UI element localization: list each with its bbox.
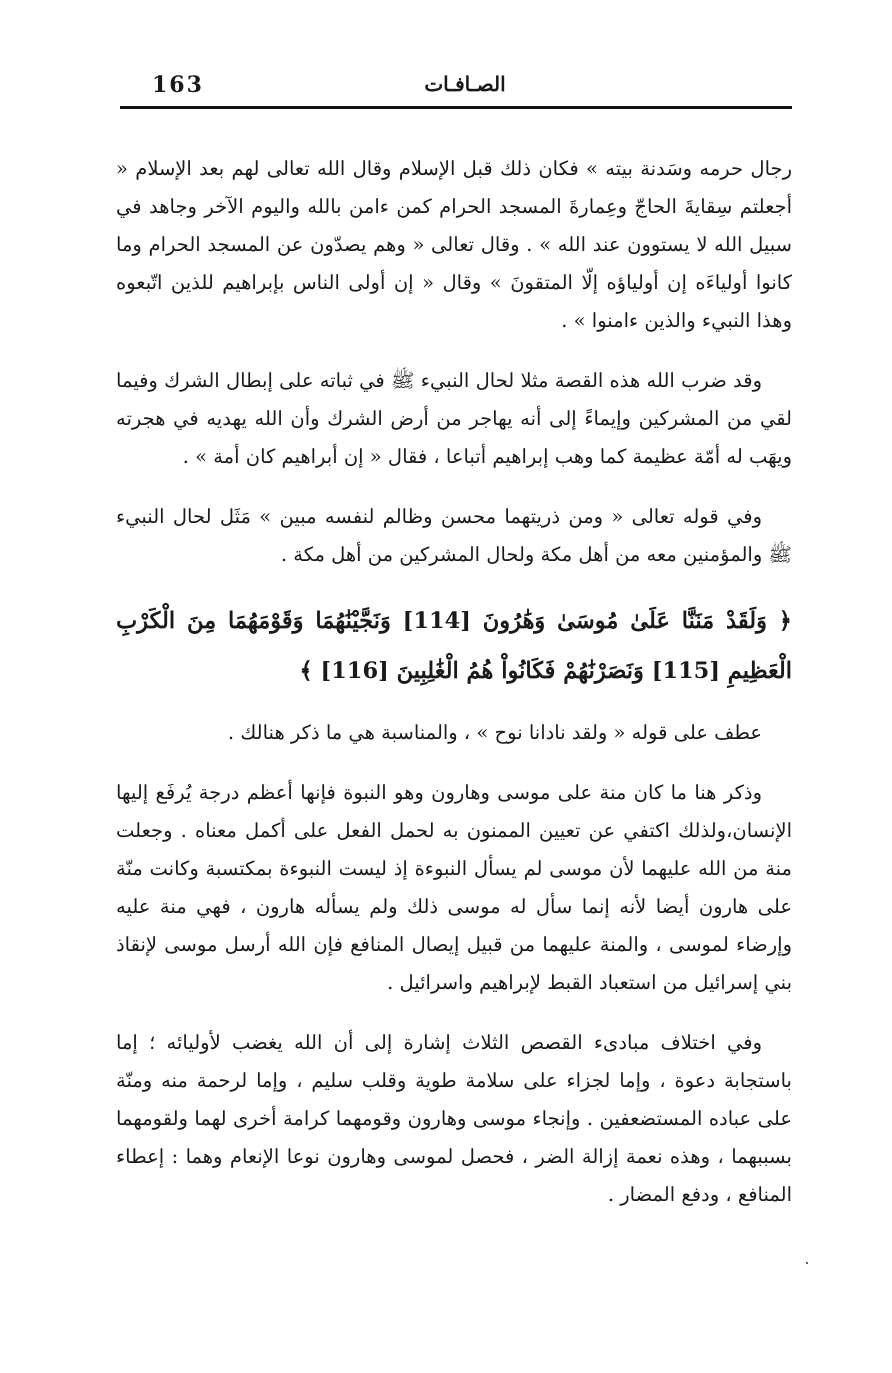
page-header — [120, 66, 792, 106]
paragraph-1: رجال حرمه وسَدنة بيته » فكان ذلك قبل الإسلام وقال الله تعالى لهم بعد الإسلام « أجعلتم سِقايةَ الحاجّ وعِمارةَ المسجد الحرام كمن ءامن بالله واليوم الآخر وجاهد في سبيل الله لا يستوون عند الله » . وقال تعالى « وهم يصدّون عن المسجد الحرام وما كانوا أولياءَه إن أولياؤه إلّا المتقونَ » وقال « إن أولى الناس بإبراهيم للذين اتّبعوه وهذا النبيء والذين ءامنوا » . — [116, 157, 792, 332]
quran-verse: ﴿ وَلَقَدْ مَنَنَّا عَلَىٰ مُوسَىٰ وَهَٰرُونَ [114] وَنَجَّيْنَٰهُمَا وَقَوْمَهُمَا مِنَ الْكَرْبِ الْعَظِيمِ [115] وَنَصَرْنَٰهُمْ فَكَانُواْ هُمُ الْغَٰلِبِينَ [116] ﴾ — [116, 608, 792, 684]
paragraph-4: عطف على قوله « ولقد نادانا نوح » ، والمناسبة هي ما ذكر هنالك . — [227, 721, 762, 744]
paragraph-6: وفي اختلاف مبادىء القصص الثلاث إشارة إلى أن الله يغضب لأوليائه ؛ إما باستجابة دعوة ، وإما لجزاء على سلامة طوية وقلب سليم ، وإما لرحمة منه ومنّة على عباده المستضعفين . وإنجاء موسى وهارون وقومهما كرامة أخرى لهما ولقومهما بسببهما ، وهذه نعمة إزالة الضر ، فحصل لموسى وهارون نوعا الإنعام وهما : إعطاء المنافع ، ودفع المضار . — [116, 1031, 792, 1206]
paragraph-2: وقد ضرب الله هذه القصة مثلا لحال النبيء ﷺ في ثباته على إبطال الشرك وفيما لقي من المشركين وإيماءً إلى أنه يهاجر من أرض الشرك وأن الله يهديه في هجرته ويهَب له أمّة عظيمة كما وهب إبراهيم أتباعا ، فقال « إن أبراهيم كان أمة » . — [116, 369, 792, 468]
page-number: 163 — [152, 72, 204, 98]
paragraph-5: وذكر هنا ما كان منة على موسى وهارون وهو النبوة فإنها أعظم درجة يُرفَع إليها الإنسان،ولذلك اكتفي عن تعيين الممنون به لحمل الفعل على أكمل معناه . وجعلت منة من الله عليهما لأن موسى لم يسأل النبوءة إذ ليست النبوءة بمكتسبة وكانت منّة على هارون أيضا لأنه إنما سأل له موسى ذلك ولم يسأله هارون ، فهي منة عليه وإرضاء لموسى ، والمنة عليهما من قبيل إيصال المنافع فإن الله أرسل موسى لإنقاذ بني إسرائيل من استعباد القبط لإبراهيم واسرائيل . — [116, 781, 792, 994]
page-body — [116, 150, 792, 1236]
running-title: الصـافـات — [424, 72, 506, 96]
paragraph-3: وفي قوله تعالى « ومن ذريتهما محسن وظالم لنفسه مبين » مَثَل لحال النبيء ﷺ والمؤمنين معه من أهل مكة ولحال المشركين من أهل مكة . — [116, 505, 792, 566]
print-speck — [806, 1262, 808, 1264]
header-rule — [120, 106, 792, 109]
